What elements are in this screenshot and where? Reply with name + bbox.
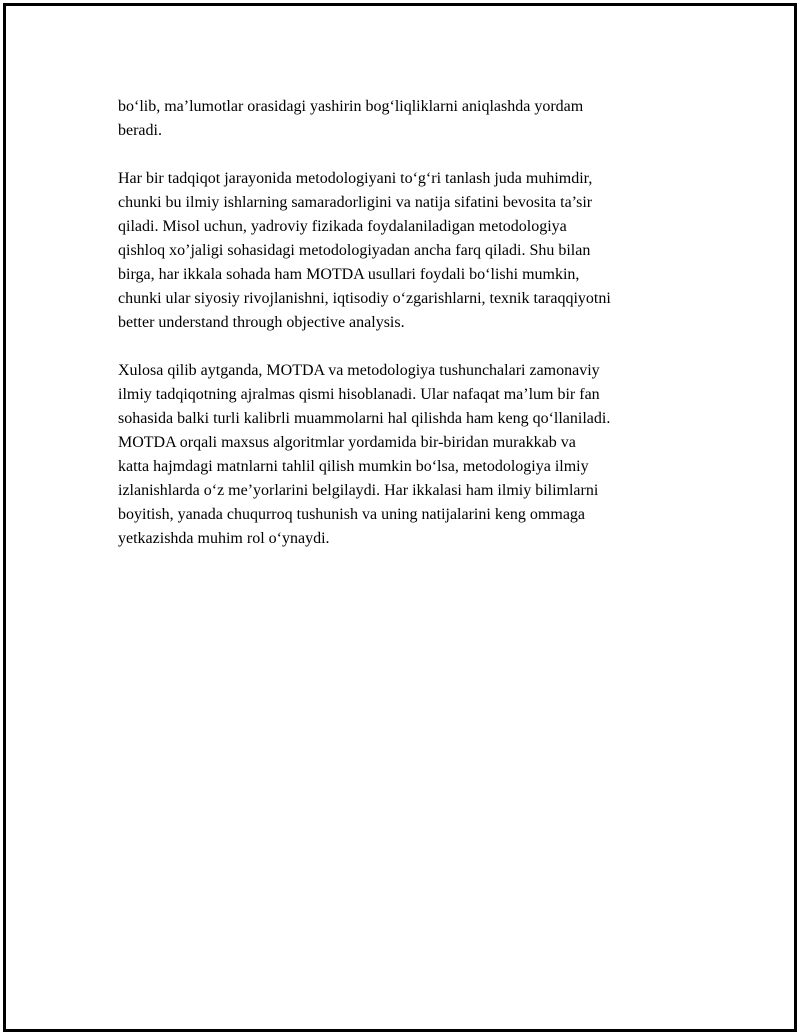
text-line: ilmiy tadqiqotning ajralmas qismi hisoblanadi. Ular nafaqat ma’lum bir fan <box>118 386 600 403</box>
text-line: bo‘lib, ma’lumotlar orasidagi yashirin bog‘liqliklarni aniqlashda yordam <box>118 98 584 115</box>
text-line: Har bir tadqiqot jarayonida metodologiyani to‘g‘ri tanlash juda muhimdir, <box>118 170 593 187</box>
text-line: qiladi. Misol uchun, yadroviy fizikada foydalaniladigan metodologiya <box>118 218 567 235</box>
document-body <box>118 95 698 575</box>
text-line: MOTDA orqali maxsus algoritmlar yordamida bir-biridan murakkab va <box>118 434 576 451</box>
paragraph-2 <box>118 167 698 335</box>
text-line: katta hajmdagi matnlarni tahlil qilish mumkin bo‘lsa, metodologiya ilmiy <box>118 458 589 475</box>
text-line: yetkazishda muhim rol o‘ynaydi. <box>118 530 330 547</box>
text-line: chunki bu ilmiy ishlarning samaradorligini va natija sifatini bevosita ta’sir <box>118 194 593 211</box>
text-line: izlanishlarda o‘z me’yorlarini belgilaydi. Har ikkalasi ham ilmiy bilimlarni <box>118 482 599 499</box>
paragraph-3 <box>118 359 698 551</box>
text-line: Xulosa qilib aytganda, MOTDA va metodologiya tushunchalari zamonaviy <box>118 362 600 379</box>
text-line: sohasida balki turli kalibrli muammolarni hal qilishda ham keng qo‘llaniladi. <box>118 410 611 427</box>
text-line: boyitish, yanada chuqurroq tushunish va uning natijalarini keng ommaga <box>118 506 586 523</box>
text-line: birga, har ikkala sohada ham MOTDA usullari foydali bo‘lishi mumkin, <box>118 266 580 283</box>
text-line: chunki ular siyosiy rivojlanishni, iqtisodiy o‘zgarishlarni, texnik taraqqiyotni <box>118 290 611 307</box>
text-line: qishloq xo’jaligi sohasidagi metodologiyadan ancha farq qiladi. Shu bilan <box>118 242 591 259</box>
text-line: better understand through objective analysis. <box>118 314 405 331</box>
paragraph-1 <box>118 95 698 143</box>
text-line: beradi. <box>118 122 162 139</box>
